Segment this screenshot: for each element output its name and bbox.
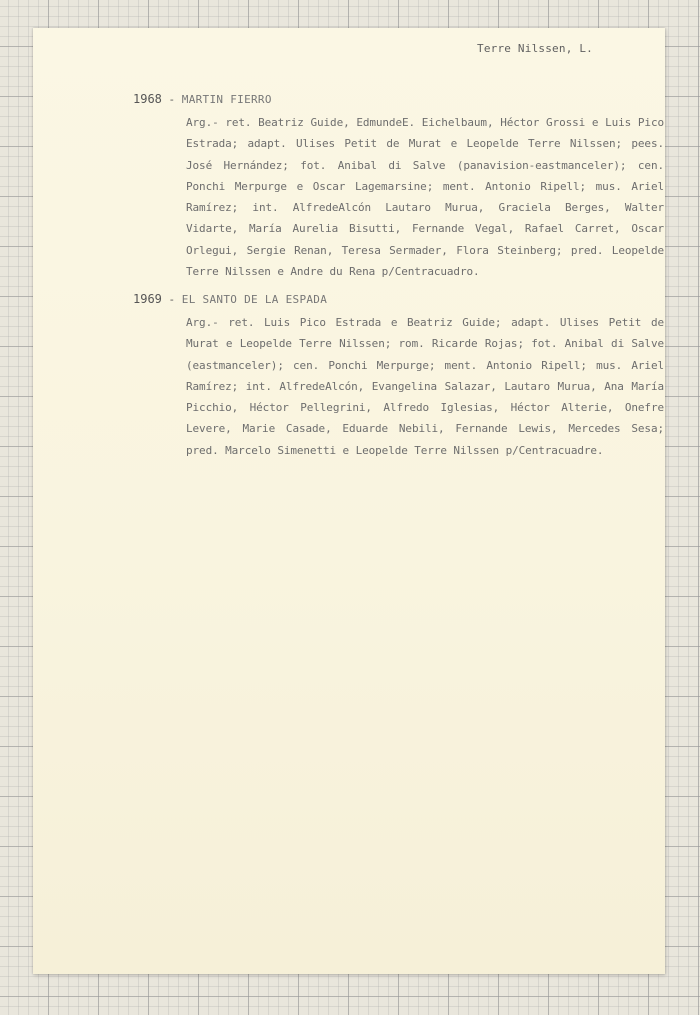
entry-credits: Arg.- ret. Luis Pico Estrada e Beatriz Guide; adapt. Ulises Petit de Murat e Leopelde Terre Nilssen; rom. Ricarde Rojas; fot. Anibal di Salve (eastmanceler); cen. Ponchi Merpurge; ment. Antonio Ripell; mus. Ariel Ramírez; int. AlfredeAlcón, Evangelina Salazar, Lautaro Murua, Ana María Picchio, Héctor Pellegrini, Alfredo Iglesias, Héctor Alterie, Onefre Levere, Marie Casade, Eduarde Nebili, Fernande Lewis, Mercedes Sesa; pred. Marcelo Simenetti e Leopelde Terre Nilssen p/Centracuadre. xyxy=(186,316,664,457)
entry-year: 1968 xyxy=(133,92,162,106)
entry-heading xyxy=(133,92,272,106)
entry-film-title: EL SANTO DE LA ESPADA xyxy=(181,293,328,306)
entry-dash: - xyxy=(168,93,176,106)
entry-dash: - xyxy=(168,293,176,306)
entry-heading xyxy=(133,292,327,306)
typed-index-card xyxy=(33,28,665,974)
entry-year: 1969 xyxy=(133,292,162,306)
entry-credits: Arg.- ret. Beatriz Guide, EdmundeE. Eichelbaum, Héctor Grossi e Luis Pico Estrada; adapt. Ulises Petit de Murat e Leopelde Terre Nilssen; pees. José Hernández; fot. Anibal di Salve (panavision-eastmanceler); cen. Ponchi Merpurge e Oscar Lagemarsine; ment. Antonio Ripell; mus. Ariel Ramírez; int. AlfredeAlcón Lautaro Murua, Graciela Berges, Walter Vidarte, María Aurelia Bisutti, Fernande Vegal, Rafael Carret, Oscar Orlegui, Sergie Renan, Teresa Sermader, Flora Steinberg; pred. Leopelde Terre Nilssen e Andre du Rena p/Centracuadro. xyxy=(186,116,664,279)
card-header-name: Terre Nilssen, L. xyxy=(477,42,593,55)
entry-film-title: MARTIN FIERRO xyxy=(181,93,272,106)
